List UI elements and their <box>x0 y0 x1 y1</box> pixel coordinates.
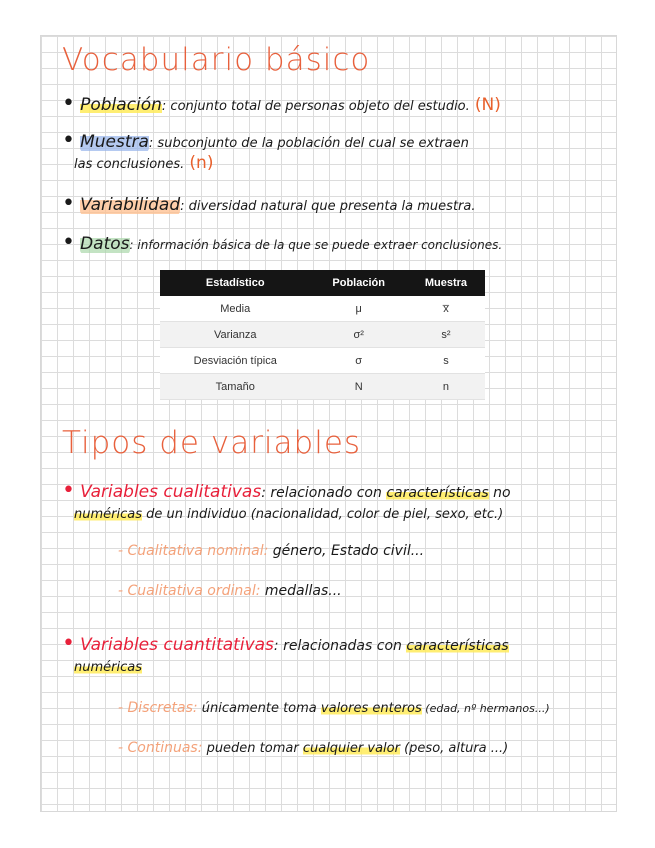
sub-text-discretas-a: únicamente toma <box>197 701 321 716</box>
term-muestra: Muestra <box>80 132 149 152</box>
table-cell: s <box>407 348 485 374</box>
section-title-tipos: Tipos de variables <box>62 425 362 461</box>
table-cell: x̅ <box>407 296 485 322</box>
table-header: Población <box>310 270 406 296</box>
table-header-row <box>160 270 485 296</box>
highlight-cualquier-valor: cualquier valor <box>302 741 400 756</box>
sub-item-ordinal <box>118 580 342 599</box>
bullet: • <box>62 191 75 216</box>
bullet: • <box>62 128 75 153</box>
highlight-numericas: numéricas <box>74 507 142 522</box>
bullet: • <box>62 230 75 255</box>
definition-muestra-cont: las conclusiones. <box>74 157 185 172</box>
table-cell: σ <box>310 348 406 374</box>
highlight-numericas-2: numéricas <box>74 660 142 675</box>
definition-poblacion: : conjunto total de personas objeto del estudio. <box>161 99 470 114</box>
statistics-table <box>160 270 485 400</box>
table-header: Muestra <box>407 270 485 296</box>
sub-text-continuas-a: pueden tomar <box>202 741 303 756</box>
highlight-caracteristicas-2: características <box>406 638 509 654</box>
sub-text-ordinal: medallas... <box>260 583 342 599</box>
table-cell: n <box>407 374 485 400</box>
table-cell: Desviación típica <box>160 348 310 374</box>
list-item-poblacion <box>62 93 501 115</box>
section-title-vocabulario: Vocabulario básico <box>62 42 371 78</box>
definition-variabilidad: : diversidad natural que presenta la muestra. <box>180 199 476 214</box>
term-variabilidad: Variabilidad <box>80 195 181 215</box>
definition-datos: : información básica de la que se puede extraer conclusiones. <box>129 238 503 252</box>
bullet: • <box>62 631 75 656</box>
table-row <box>160 348 485 374</box>
highlight-valores-enteros: valores enteros <box>320 701 422 716</box>
table-row <box>160 296 485 322</box>
sub-label-continuas: - Continuas: <box>118 740 203 756</box>
definition-cualitativas-b: no <box>488 485 511 501</box>
term-cualitativas: Variables cualitativas <box>80 482 262 502</box>
mark-n: (n) <box>189 153 214 173</box>
sub-label-discretas: - Discretas: <box>118 700 198 716</box>
sub-item-nominal <box>118 540 424 559</box>
table-cell: μ <box>310 296 406 322</box>
table-cell: Tamaño <box>160 374 310 400</box>
definition-cuantitativas-a: : relacionadas con <box>273 638 407 654</box>
table-cell: N <box>310 374 406 400</box>
table-cell: Varianza <box>160 322 310 348</box>
sub-text-nominal: género, Estado civil... <box>268 543 425 559</box>
bullet: • <box>62 91 75 116</box>
list-item-muestra-cont <box>74 153 213 173</box>
sub-label-nominal: - Cualitativa nominal: <box>118 543 269 559</box>
highlight-caracteristicas: características <box>386 485 489 501</box>
sub-item-continuas <box>118 737 508 756</box>
table-row <box>160 322 485 348</box>
definition-cualitativas-a: : relacionado con <box>261 485 387 501</box>
table-cell: s² <box>407 322 485 348</box>
sub-text-discretas-b: (edad, nº hermanos...) <box>421 702 550 715</box>
bullet: • <box>62 478 75 503</box>
definition-cualitativas-c: de un individuo (nacionalidad, color de piel, sexo, etc.) <box>141 507 504 522</box>
table-row <box>160 374 485 400</box>
list-item-datos <box>62 232 502 254</box>
definition-muestra: : subconjunto de la población del cual se extraen <box>148 136 469 151</box>
sub-text-continuas-b: (peso, altura ...) <box>399 741 509 756</box>
list-item-cualitativas <box>62 480 511 502</box>
table-cell: σ² <box>310 322 406 348</box>
table-header: Estadístico <box>160 270 310 296</box>
term-datos: Datos <box>80 234 130 254</box>
table-cell: Media <box>160 296 310 322</box>
list-item-variabilidad <box>62 193 475 215</box>
sub-item-discretas <box>118 697 550 716</box>
term-cuantitativas: Variables cuantitativas <box>80 635 274 655</box>
term-poblacion: Población <box>80 95 162 115</box>
mark-N: (N) <box>474 95 501 115</box>
sub-label-ordinal: - Cualitativa ordinal: <box>118 583 261 599</box>
list-item-cuantitativas <box>62 633 509 655</box>
list-item-cuantitativas-cont <box>74 656 142 675</box>
list-item-cualitativas-cont <box>74 503 503 522</box>
list-item-muestra <box>62 130 469 152</box>
